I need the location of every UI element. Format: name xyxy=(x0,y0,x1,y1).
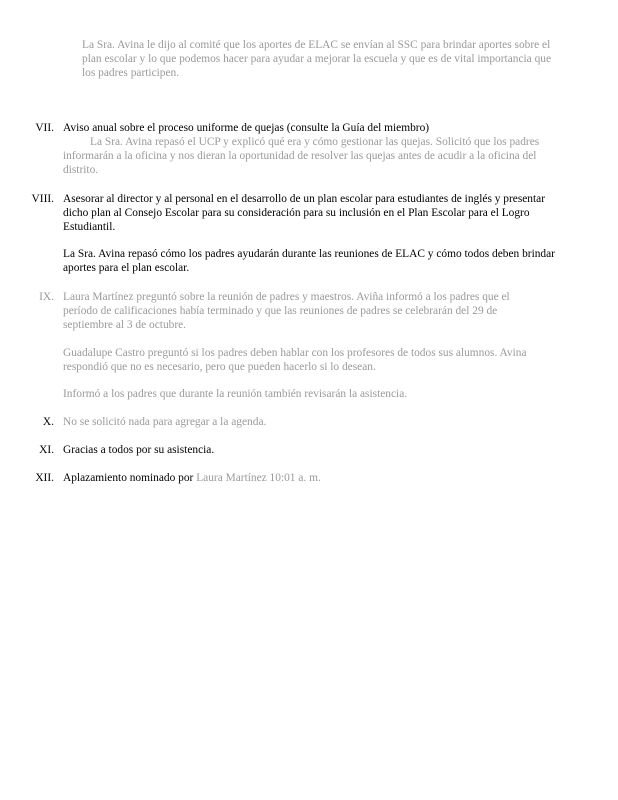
item-number-x: X. xyxy=(42,416,54,428)
item-viii-body: La Sra. Avina repasó cómo los padres ayudarán durante las reuniones de ELAC y cómo todos deben brindar aportes para el plan escolar. xyxy=(63,248,555,274)
adjournment-name-time: Laura Martínez 10:01 a. m. xyxy=(196,472,321,484)
item-xii-text xyxy=(63,471,573,485)
item-number-vii: VII. xyxy=(35,122,54,134)
item-viii-title: Asesorar al director y al personal en el desarrollo de un plan escolar para estudiantes de inglés y presentar dicho plan al Consejo Escolar para su consideración para su inclusión en el Plan Escolar para el Logro Estudiantil. xyxy=(63,193,546,233)
item-ix-paragraph-1: Laura Martínez preguntó sobre la reunión de padres y maestros. Aviña informó a los padres que el período de calificaciones había terminado y que las reuniones de padres se celebrarán del 29 de septiembre al 3 de octubre. xyxy=(63,291,510,331)
item-x-text: No se solicitó nada para agregar a la agenda. xyxy=(63,416,267,428)
adjournment-label: Aplazamiento nominado por xyxy=(63,472,194,484)
item-xi-text: Gracias a todos por su asistencia. xyxy=(63,444,215,456)
item-number-xii: XII. xyxy=(35,472,54,484)
item-number-ix: IX. xyxy=(39,291,54,303)
item-number-xi: XI. xyxy=(39,444,54,456)
item-number-viii: VIII. xyxy=(31,193,54,205)
item-vii-title: Aviso anual sobre el proceso uniforme de quejas (consulte la Guía del miembro) xyxy=(63,122,430,134)
item-ix-paragraph-3: Informó a los padres que durante la reunión también revisarán la asistencia. xyxy=(63,388,408,400)
intro-paragraph: La Sra. Avina le dijo al comité que los aportes de ELAC se envían al SSC para brindar aportes sobre el plan escolar y lo que podemos hacer para ayudar a mejorar la escuela y que es de vital importancia que los padres participen. xyxy=(82,39,552,79)
item-ix-paragraph-2: Guadalupe Castro preguntó si los padres deben hablar con los profesores de todos sus alumnos. Avina respondió que no es necesario, pero que pueden hacerlo si lo desean. xyxy=(63,347,527,373)
item-vii-body: La Sra. Avina repasó el UCP y explicó qué era y cómo gestionar las quejas. Solicitó que los padres informarán a la oficina y nos dieran la oportunidad de resolver las quejas antes de acudir a la oficina del distrito. xyxy=(63,136,540,176)
